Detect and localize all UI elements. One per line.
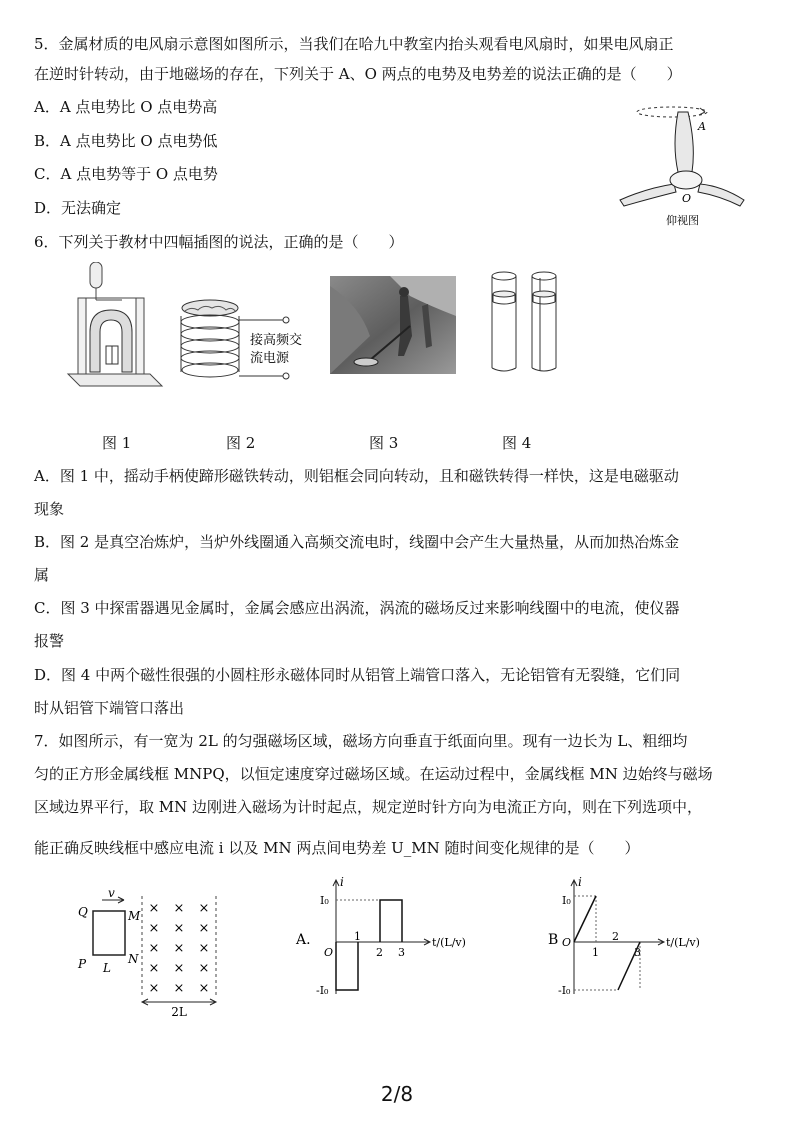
q5-stem-line1: 5．金属材质的电风扇示意图如图所示，当我们在哈九中教室内抬头观看电风扇时，如果电风扇正 — [34, 35, 674, 53]
graph-b-option: B — [548, 932, 559, 948]
q6-option-a-line2: 现象 — [34, 500, 65, 518]
graph-b-i0: I₀ — [562, 894, 571, 907]
fan-caption: 仰视图 — [666, 214, 699, 227]
field-cross: × — [198, 921, 210, 936]
graph-b-xlabel: t/(L/v) — [666, 936, 700, 949]
q6-option-d-line2: 时从铝管下端管口落出 — [34, 699, 185, 717]
q7-stem-line2: 匀的正方形金属线框 MNPQ，以恒定速度穿过磁场区域。在运动过程中，金属线框 MN 边始终与磁场 — [34, 765, 713, 783]
fan-label-o: O — [682, 192, 692, 205]
graph-a-i0: I₀ — [320, 894, 329, 907]
field-cross: × — [198, 961, 210, 976]
q7-stem-line3: 区域边界平行，取 MN 边刚进入磁场为计时起点，规定逆时针方向为电流正方向，则在下列选项中， — [34, 798, 703, 816]
graph-a-tick-1: 1 — [354, 930, 361, 943]
graph-b-ylabel: i — [578, 875, 582, 889]
label-v: v — [108, 888, 115, 900]
square-frame — [93, 911, 125, 955]
q6-option-b-line2: 属 — [34, 566, 50, 584]
field-cross: × — [173, 961, 185, 976]
caption-fig3: 图 3 — [369, 434, 399, 452]
page-number: 2/8 — [380, 1082, 414, 1106]
q6-stem: 6．下列关于教材中四幅插图的说法，正确的是（ ） — [34, 233, 404, 251]
graph-b-origin: O — [562, 936, 572, 949]
graph-b-tick-3: 3 — [634, 946, 641, 959]
magnet-in-tube-1 — [493, 291, 515, 297]
q7-frame-figure — [66, 888, 226, 1018]
base-plate — [68, 374, 162, 386]
field-cross: × — [148, 941, 160, 956]
graph-b-neg-i0: -I₀ — [558, 984, 571, 997]
q5-option-c: C．A 点电势等于 O 点电势 — [34, 165, 218, 183]
fan-label-a: A — [698, 120, 706, 133]
q6-option-c-line2: 报警 — [34, 632, 65, 650]
graph-a-tick-3: 3 — [398, 946, 405, 959]
graph-a-origin: O — [324, 946, 334, 959]
graph-b-tick-2: 2 — [612, 930, 619, 943]
field-cross: × — [148, 921, 160, 936]
graph-b — [546, 872, 746, 1002]
fan-figure — [612, 100, 752, 230]
graph-a-ylabel: i — [340, 875, 344, 889]
fig2-label-line1: 接高频交 — [250, 333, 303, 348]
graph-b-tick-1: 1 — [592, 946, 599, 959]
graph-a-option: A. — [296, 932, 311, 948]
terminal-top — [283, 317, 289, 323]
terminal-bottom — [283, 373, 289, 379]
q6-option-a-line1: A．图 1 中，摇动手柄使蹄形磁铁转动，则铝框会同向转动，且和磁铁转得一样快，这是电磁驱动 — [34, 467, 679, 485]
graph-a-tick-2: 2 — [376, 946, 383, 959]
label-m: M — [128, 909, 141, 923]
field-cross: × — [198, 901, 210, 916]
label-p: P — [78, 957, 87, 971]
field-cross: × — [173, 901, 185, 916]
figure-1 — [66, 262, 166, 394]
fan-hub — [670, 171, 702, 189]
label-l: L — [103, 961, 111, 975]
rotation-path — [637, 107, 707, 117]
fan-blade-left — [620, 184, 676, 206]
q5-option-a: A．A 点电势比 O 点电势高 — [34, 98, 218, 116]
magnet-in-tube-2 — [533, 291, 555, 297]
field-cross: × — [148, 901, 160, 916]
fan-blade-top — [675, 112, 693, 172]
graph-a-neg-i0: -I₀ — [316, 984, 329, 997]
field-cross: × — [173, 981, 185, 996]
field-cross: × — [173, 921, 185, 936]
q5-stem-line2: 在逆时针转动，由于地磁场的存在，下列关于 A、O 两点的电势及电势差的说法正确的是（ ） — [34, 65, 682, 83]
q5-option-b: B．A 点电势比 O 点电势低 — [34, 132, 218, 150]
figure-3-photo — [330, 276, 456, 374]
graph-b-curve — [574, 896, 640, 990]
field-cross: × — [198, 941, 210, 956]
rotation-arrow-icon — [699, 108, 705, 115]
graph-a — [294, 872, 494, 1002]
caption-fig2: 图 2 — [226, 434, 256, 452]
caption-fig1: 图 1 — [102, 434, 132, 452]
label-n: N — [128, 952, 139, 966]
field-cross: × — [173, 941, 185, 956]
magnetic-field-crosses — [149, 901, 210, 996]
label-q: Q — [78, 905, 88, 919]
q6-option-b-line1: B．图 2 是真空冶炼炉，当炉外线圈通入高频交流电时，线圈中会产生大量热量，从而加热冶炼金 — [34, 533, 680, 551]
field-cross: × — [198, 981, 210, 996]
q6-option-d-line1: D．图 4 中两个磁性很强的小圆柱形永磁体同时从铝管上端管口落入，无论铝管有无裂缝，它们同 — [34, 666, 681, 684]
q7-stem-line1: 7．如图所示，有一宽为 2L 的匀强磁场区域，磁场方向垂直于纸面向里。现有一边长为 L、粗细均 — [34, 732, 688, 750]
detector-coil — [354, 358, 378, 366]
crank-handle — [90, 262, 102, 288]
field-cross: × — [148, 961, 160, 976]
field-cross: × — [148, 981, 160, 996]
q6-option-c-line1: C．图 3 中探雷器遇见金属时，金属会感应出涡流，涡流的磁场反过来影响线圈中的电流，使仪器 — [34, 599, 680, 617]
q7-stem-line4: 能正确反映线框中感应电流 i 以及 MN 两点间电势差 U_MN 随时间变化规律的是（ ） — [34, 839, 640, 857]
fig2-label-line2: 流电源 — [250, 351, 290, 366]
label-2l: 2L — [171, 1005, 187, 1018]
graph-a-curve — [336, 900, 402, 990]
graph-a-xlabel: t/(L/v) — [432, 936, 466, 949]
caption-fig4: 图 4 — [502, 434, 532, 452]
figure-4 — [486, 268, 566, 376]
q5-option-d: D．无法确定 — [34, 199, 122, 217]
fan-blade-right — [698, 184, 744, 206]
